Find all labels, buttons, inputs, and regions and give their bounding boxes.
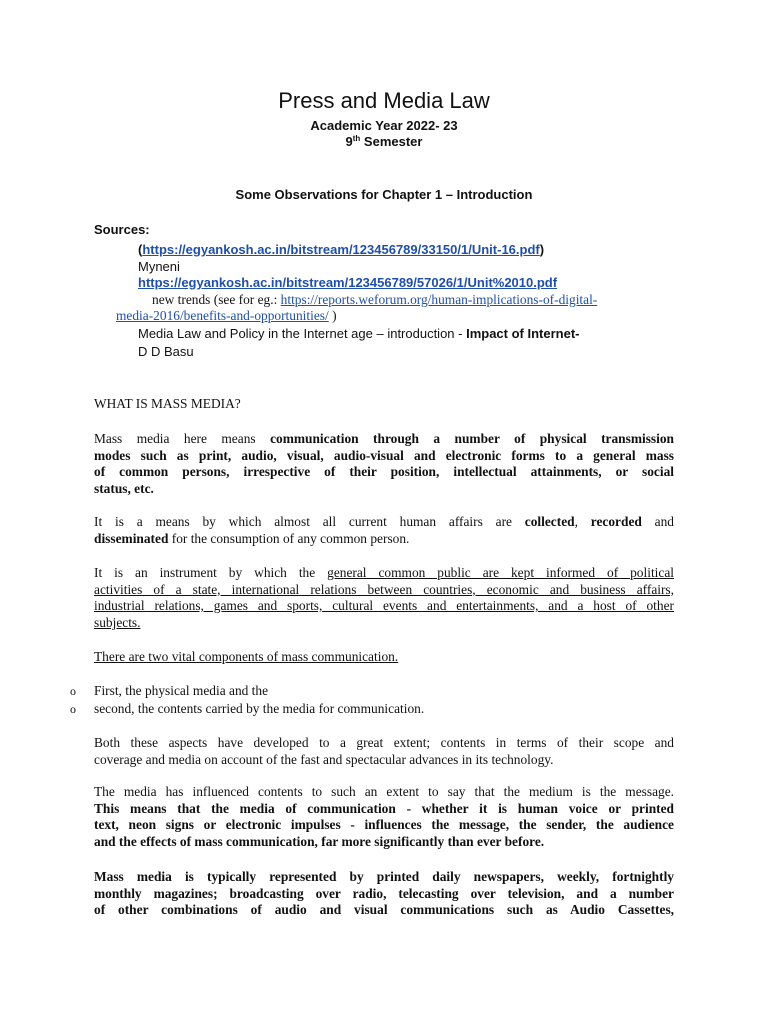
trends-link-line-2[interactable]: media-2016/benefits-and-opportunities/: [116, 308, 329, 323]
paragraph-1: Mass media here means communication through a number of physical transmission modes such as print, audio, visual, audio-visual and electronic forms to a general mass of common persons, irrespective of their position, intellectual attainments, or social status, etc.: [94, 431, 674, 496]
source-basu: D D Basu: [138, 344, 194, 359]
source-myneni: Myneni: [138, 259, 180, 274]
source-trends-cont: media-2016/benefits-and-opportunities/ ): [116, 308, 337, 323]
paragraph-7: Mass media is typically represented by printed daily newspapers, weekly, fortnightly monthly magazines; broadcasting over radio, telecasting over television, and a number of other combinations of audio and visual communications such as Audio Cassettes,: [94, 869, 674, 918]
source-media-law: Media Law and Policy in the Internet age – introduction - Impact of Internet-: [138, 326, 580, 341]
source-1: (https://egyankosh.ac.in/bitstream/123456789/33150/1/Unit-16.pdf): [138, 242, 545, 257]
paragraph-2: It is a means by which almost all current human affairs are collected, recorded and disseminated for the consumption of any common person.: [94, 514, 674, 546]
source-2: [138, 275, 557, 290]
paragraph-6: The media has influenced contents to such an extent to say that the medium is the message. This means that the media of communication - whether it is human voice or printed text, neon signs or electronic impulses - influences the message, the sender, the audience and the effects of mass communication, far more significantly than ever before.: [94, 784, 674, 849]
page-title: Press and Media Law: [278, 88, 490, 113]
sources-label: Sources:: [94, 222, 150, 237]
paragraph-3: It is an instrument by which the general common public are kept informed of political activities of a state, international relations between countries, economic and business affairs, industrial relations, games and sports, cultural events and entertainments, and a host of other subjects.: [94, 565, 674, 630]
section-heading: WHAT IS MASS MEDIA?: [94, 396, 241, 411]
academic-year: Academic Year 2022- 23: [310, 118, 458, 133]
source-1-link[interactable]: https://egyankosh.ac.in/bitstream/123456789/33150/1/Unit-16.pdf: [142, 242, 540, 257]
bullet-item-1: First, the physical media and the: [94, 683, 269, 698]
paragraph-4: There are two vital components of mass communication.: [94, 649, 399, 664]
trends-link-line-1[interactable]: https://reports.weforum.org/human-implications-of-digital-: [280, 292, 598, 307]
source-2-link[interactable]: https://egyankosh.ac.in/bitstream/123456789/57026/1/Unit%2010.pdf: [138, 275, 558, 290]
paragraph-5: Both these aspects have developed to a great extent; contents in terms of their scope and coverage and media on account of the fast and spectacular advances in its technology.: [94, 735, 674, 767]
bullet-marker: o: [70, 684, 76, 698]
chapter-heading: Some Observations for Chapter 1 – Introduction: [235, 187, 533, 202]
source-trends: new trends (see for eg.: https://reports.weforum.org/human-implications-of-digital-: [152, 292, 598, 307]
semester: 9th Semester: [345, 134, 423, 149]
bullet-item-2: second, the contents carried by the media for communication.: [94, 701, 425, 716]
bullet-marker: o: [70, 702, 76, 716]
